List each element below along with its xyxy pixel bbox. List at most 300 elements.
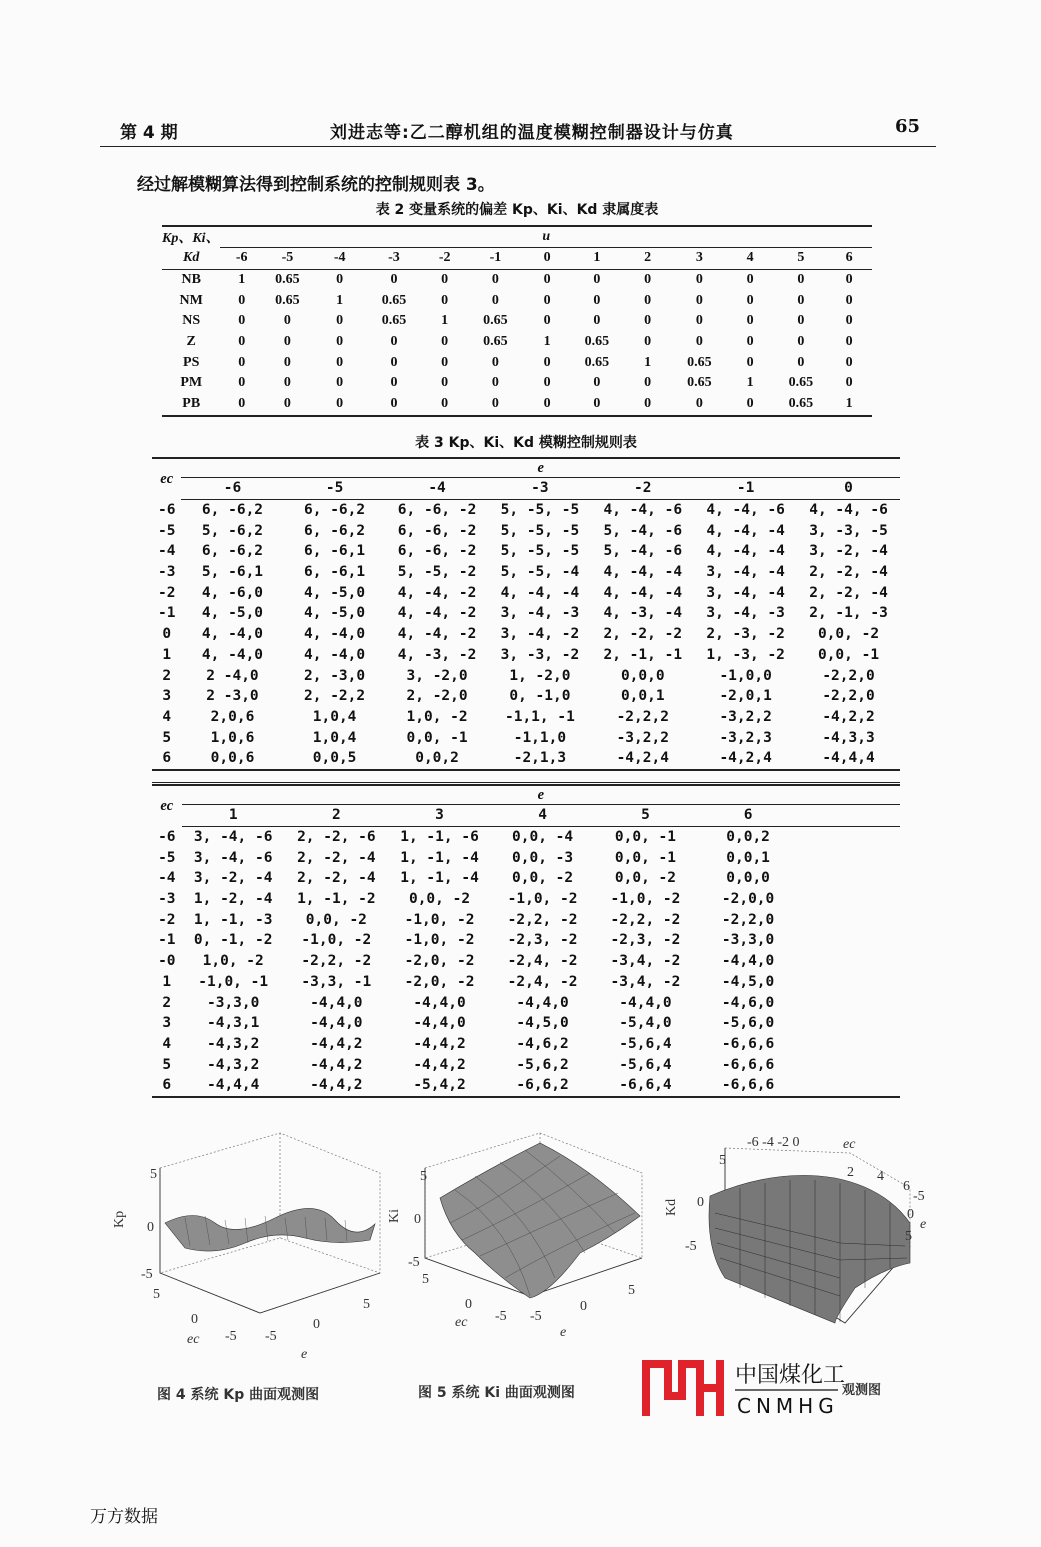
table3-cell: -2,0,0 [721,891,775,908]
table-row [152,951,900,972]
figure5-caption: 图 5 系统 Ki 曲面观测图 [418,1385,575,1401]
table3-cell: -4,4,2 [413,1056,466,1073]
table2-cell: 0 [390,354,398,370]
table3-cell: -3,2,2 [719,708,772,725]
table3-empty-cell [799,972,900,993]
table3-row-label: -6 [157,501,176,518]
fig5-tick-zm5: -5 [408,1255,420,1270]
table3-cell: -2,0,1 [719,688,772,705]
table2-col-header: 2 [621,248,674,270]
table3-cell: 3, -4, -3 [706,605,785,622]
table3-cell: 5, -6,2 [201,522,264,539]
table3-empty-cell [799,1013,900,1034]
table2-corner-top: Kp、Ki、 [162,226,220,248]
table3-cell: -4,4,2 [310,1056,363,1073]
table3-cell: -2,2, -2 [301,953,372,970]
table3-row-label: 0 [162,626,172,643]
table-row [152,582,900,603]
table3-cell: -4,4,2 [413,1035,466,1052]
table3-empty-cell [799,826,900,847]
table2-col-header: 6 [826,248,872,270]
table3-cell: 6, -6,2 [201,543,264,560]
table2-col-header: 4 [725,248,776,270]
table-row [152,847,900,868]
table3-cell: 4, -4, -6 [603,502,683,519]
table-row [152,1013,900,1034]
table2-cell: 0 [283,334,291,350]
table-row [152,665,900,686]
table3-cell: -4,4,0 [413,994,466,1011]
fig4-tick-ecm5: -5 [225,1329,237,1344]
table3-row-label: -0 [158,953,176,970]
table3-cell: 1, -3, -2 [706,646,785,663]
table3-cell: 1,0, -2 [202,953,264,970]
table-row [152,520,900,541]
table2-group-label: u [220,226,872,248]
table3-cell: 6, -6,1 [304,564,366,581]
table2-cell: 0 [441,334,449,350]
table2-cell: 0 [312,394,368,416]
table2-cell: 0 [336,272,344,288]
table3-cell: 1, -1, -4 [400,870,479,887]
table2-cell: 0 [746,334,754,350]
table3-cell: 4, -3, -2 [397,646,477,663]
table3-cell: 3, -4, -2 [500,626,580,643]
table-row [152,645,900,666]
table2-cell: 0.65 [584,354,610,370]
table2-cell: 0 [695,292,703,308]
table3-cell: 1,0,6 [210,729,255,746]
table3-cell: 0,0,1 [726,849,770,866]
table3-cell: -4,6,0 [721,994,775,1011]
table3-cell: -2,3, -2 [507,932,578,949]
table3-cell: 4, -5,0 [304,605,366,622]
table3-cell: 2 -4,0 [206,667,259,684]
table3-cell: 6, -6, -2 [397,502,477,519]
fig4-tick-ec0: 0 [191,1312,198,1327]
table3-row-label: 2 [162,667,172,684]
table3-cell: -2,0, -2 [404,953,475,970]
table3-cell: -1,1, -1 [504,708,575,725]
table3-row-label: 5 [162,729,172,746]
table3-cell: 2, -3,0 [304,667,366,684]
table3-cell: -4,4,2 [310,1035,363,1052]
table2-cell: 0.65 [381,313,407,329]
table3-cell: 6, -6,2 [201,502,264,519]
table3-row-label: 4 [162,708,172,725]
fig4-tick-z5: 5 [150,1167,157,1182]
table2-col-header: -4 [312,248,368,270]
table2-cell: 0 [746,313,754,329]
table2-cell: 0 [845,292,853,308]
table3-cell: -3,3,0 [206,994,260,1011]
table3-row-label: -4 [158,870,176,887]
table3-cell: 3, -4, -4 [706,584,785,601]
table2-caption: 表 2 变量系统的偏差 Kp、Ki、Kd 隶属度表 [375,202,659,218]
table2-cell: 0 [797,334,805,350]
table2-cell: 0 [441,292,449,308]
table-row [152,541,900,562]
table3-cell: 0,0,0 [620,667,665,684]
table2-cell: 0.65 [775,394,826,416]
table3-row-label: -3 [158,891,176,908]
table2-cell: 0 [390,334,398,350]
table2-cell: 0 [746,292,754,308]
table2-cell: 0 [797,313,805,329]
table3-cell: 3, -4, -6 [193,849,273,866]
table2-cell: 0 [797,354,805,370]
table3-cell: 3, -4, -6 [193,829,273,846]
table2-cell: 0 [543,313,551,329]
table3-cell: 2, -2, -4 [809,564,888,581]
table2-cell: 0 [543,354,551,370]
table3-cell: -3,2,2 [616,729,669,746]
table3-col-header: 6 [697,805,799,827]
table2-cell: 0 [238,334,246,350]
table-row [152,748,900,770]
table-row [152,930,900,951]
table-row [162,394,872,416]
table3-group-row [152,458,900,478]
fig6-tick-4: 4 [877,1169,884,1184]
table2-cell: 0 [845,272,853,288]
table2-row-label: NB [181,272,201,288]
table-row [162,269,872,290]
table2-cell: 0 [695,313,703,329]
table3-cell: -4,4,0 [721,953,775,970]
table2-col-header: 1 [573,248,622,270]
fig5-tick-em5: -5 [530,1309,542,1324]
table3-row-label: -5 [157,522,176,539]
table3-cell: -2,4, -2 [507,953,578,970]
table3-caption: 表 3 Kp、Ki、Kd 模糊控制规则表 [415,435,637,451]
fig6-zlabel: Kd [664,1198,679,1216]
table-row [152,826,900,847]
table3-cell: -5,4,0 [619,1015,672,1032]
table2-row-label: Z [186,334,196,350]
table3-cell: -3,3,0 [721,932,775,949]
table2-cell: 0 [644,292,652,308]
table-row [152,909,900,930]
table2-cell: 1 [238,272,246,288]
table3-cell: 4, -4,0 [304,626,366,643]
table3-cell: 4, -5,0 [201,605,264,622]
table3-cell: 0,0,2 [726,829,770,846]
table2-cell: 0 [797,292,805,308]
table3-row-header: ec [152,785,182,826]
table-row [152,889,900,910]
table-row [152,1075,900,1097]
table3-col-header: -3 [488,478,591,500]
table2-cell: 0 [674,394,725,416]
table3-part1 [152,457,900,771]
table3-row-label: 6 [152,748,181,770]
table3-empty-cell [799,992,900,1013]
table3-cell: -2,2,2 [616,708,669,725]
table3-group-label: e [182,785,900,805]
fig5-tick-e5: 5 [628,1283,635,1298]
fig4-tick-z0: 0 [147,1220,154,1235]
table3-row-label: 2 [162,994,172,1011]
table3-col-header: -5 [284,478,386,500]
table3-col-header: 2 [285,805,388,827]
table3-cell: 2, -1, -1 [603,646,683,663]
table3-cell: 2, -2, -4 [297,849,376,866]
table3-cell: -5,6,0 [721,1015,775,1032]
figure4-caption: 图 4 系统 Kp 曲面观测图 [157,1387,320,1403]
table2-cell: 0 [543,292,551,308]
table-row [162,352,872,373]
table2-cell: 0 [845,334,853,350]
table3-cell: 0,0, -1 [817,646,880,663]
table3-cell: -2,3, -2 [610,932,681,949]
table3-cell: -4,3,1 [206,1015,260,1032]
table3-cell: 5, -5, -2 [397,564,477,581]
table3-cell: 4, -4, -4 [706,543,785,560]
table2-cell: 0 [593,292,601,308]
table2-cell: 0 [746,354,754,370]
table2-cell: 0 [746,272,754,288]
table3-row-label: -2 [158,911,176,928]
table2-row-label: NM [179,292,203,308]
table3-empty-cell [799,847,900,868]
table3-cell: -2,2, -2 [610,911,681,928]
table3-cell: 0,0, -4 [512,829,574,846]
table2-header-row [162,248,872,270]
fig5-tick-ecm5: -5 [495,1309,507,1324]
table3-cell: 0, -1,0 [509,688,571,705]
table3-cell: -1,0, -2 [507,891,578,908]
table3-row-label: -1 [158,932,176,949]
table3-cell: 2 -3,0 [206,688,259,705]
page-number: 65 [894,116,920,137]
table2-cell: 0 [491,375,499,391]
table2-cell: 0 [491,354,499,370]
cnmhg-watermark [640,1356,910,1422]
table-row [152,972,900,993]
table3-cell: 4, -5,0 [304,584,366,601]
table2-cell: 0 [283,313,291,329]
table2-row-label: PM [180,375,203,391]
table3-cell: 6, -6,2 [304,522,366,539]
table3-cell: -4,5,0 [721,973,775,990]
table3-cell: 0,0,2 [386,748,489,770]
table-row [152,603,900,624]
fig4-tick-ec5: 5 [153,1287,160,1302]
table3-row-label: -3 [157,564,176,581]
table2-cell: 0 [390,272,398,288]
table3-cell: 4, -3, -4 [603,605,683,622]
table2-cell: 0 [845,313,853,329]
fig6-tick-e5: 5 [905,1229,912,1244]
table3-empty-cell [799,909,900,930]
table3-empty-cell [799,930,900,951]
fig5-tick-ec0: 0 [465,1297,472,1312]
table-double-rule [152,782,900,783]
table2-cell: 0 [644,313,652,329]
table3-empty-cell [799,868,900,889]
table3-cell: 5, -5, -5 [500,522,580,539]
table2-cell: 0 [238,313,246,329]
table2-row-label: PB [162,394,220,416]
table3-col-header: -1 [694,478,797,500]
table3-cell: -1,0,0 [719,667,772,684]
table-row [152,624,900,645]
table2-cell: 0 [368,394,421,416]
table3-cell: 2, -2,0 [406,688,468,705]
table3-cell: 4, -4, -2 [397,605,477,622]
table-row [152,727,900,748]
table-row [152,686,900,707]
table2-cell: 0 [543,375,551,391]
table3-cell: 1, -1, -4 [400,849,479,866]
table3-row-label: 3 [162,688,172,705]
table3-cell: 2, -1, -3 [809,605,888,622]
table3-col-header: 0 [797,478,900,500]
table3-cell: -1,0, -2 [404,932,475,949]
table3-cell: 2, -2,2 [304,688,366,705]
intro-paragraph: 经过解模糊算法得到控制系统的控制规则表 3。 [137,175,495,195]
table3-cell: 3, -3, -5 [809,522,888,539]
figure6-kd-surface [655,1128,935,1328]
table3-group-label: e [181,458,900,478]
watermark-en-text: CNMHG [737,1394,839,1418]
table3-cell: -4,4,0 [516,994,569,1011]
fig5-tick-z0: 0 [414,1212,421,1227]
table3-cell: -4,4,0 [413,1015,466,1032]
table2-cell: 0 [644,334,652,350]
table3-cell: 5, -6,1 [201,564,264,581]
table2-cell: 0.65 [687,375,712,391]
table3-cell: 6, -6,2 [304,502,366,519]
table3-cell: -1,0, -2 [610,891,681,908]
fig4-zlabel: Kp [112,1210,127,1228]
table2-cell: 0.65 [483,334,508,350]
cnmhg-logo-icon [640,1356,910,1418]
footer-source: 万方数据 [90,1507,158,1527]
table2-col-header: -5 [263,248,312,270]
table3-cell: 6, -6,1 [304,543,366,560]
table2-col-header: 3 [674,248,725,270]
table3-cell: -5,6,4 [619,1035,672,1052]
table3-cell: -2,4, -2 [507,973,578,990]
table2-cell: 1 [441,313,449,329]
fig5-tick-e0: 0 [580,1299,587,1314]
table3-cell: -2,1,3 [488,748,591,770]
table3-cell: 6, -6, -2 [397,522,477,539]
table3-cell: 1, -1, -6 [400,829,479,846]
table3-row-header: ec [152,458,181,499]
table3-cell: 6, -6, -2 [397,543,477,560]
table3-cell: -1,1,0 [513,729,567,746]
fig4-tick-zm5: -5 [141,1267,153,1282]
table3-cell: 0,0,0 [726,870,770,887]
table3-cell: 1, -2,0 [509,667,571,684]
table2-cell: 0 [695,272,703,288]
table3-row-label: -6 [158,828,176,845]
table3-cell: -3,4, -2 [610,973,681,990]
table3-cell: 4, -6,0 [201,584,264,601]
table2-cell: 0 [593,272,601,288]
table3-cell: -2,2,0 [721,911,775,928]
table3-empty-cell [799,1054,900,1075]
table2-cell: 0 [491,272,499,288]
table2-cell: 0 [441,375,449,391]
table3-cell: 3, -2, -4 [809,543,888,560]
table3-cell: 3, -3, -2 [500,646,580,663]
table3-cell: -6,6,6 [721,1056,775,1073]
table2-row-label: NS [182,313,201,329]
table3-col-header: 1 [182,805,285,827]
table3-cell: -4,3,3 [822,729,875,746]
table3-col-header: -4 [386,478,489,500]
table3-cell: 0,0,5 [284,748,386,770]
table2-cell: 0 [238,354,246,370]
table3-row-label: -1 [157,605,176,622]
table3-cell: 4, -4,0 [201,626,264,643]
table2-cell: 0 [845,375,853,391]
table2-cell: 0.65 [381,292,407,308]
table2-col-header: -2 [420,248,469,270]
table2-cell: 0 [593,313,601,329]
table3-cell: 2, -2, -6 [297,829,376,846]
fig6-tick-6: 6 [903,1179,910,1194]
table3-cell: 4, -4, -2 [397,584,477,601]
table-row [152,562,900,583]
table3-cell: 4, -4,0 [201,646,264,663]
table-row [152,992,900,1013]
table2-cell: 0.65 [275,272,300,288]
table3-cell: 5, -5, -4 [500,564,580,581]
table3-col-header: 4 [491,805,594,827]
table3-cell: 0,0, -2 [614,870,677,887]
table3-cell: 1, -1, -3 [193,911,273,928]
table3-cell: 3, -2, -4 [193,870,273,887]
table3-cell: -4,4,0 [619,994,672,1011]
table3-cell: -2,0, -2 [404,973,475,990]
table-row [162,332,872,353]
table2-cell: 1 [336,292,344,308]
table3-cell: 5, -4, -6 [603,522,683,539]
table2-cell: 0.65 [788,375,814,391]
header-rule [100,146,936,147]
table2-membership [162,225,872,417]
table2-cell: 0 [336,334,344,350]
table3-cell: -4,2,2 [822,708,875,725]
table2-cell: 0 [644,272,652,288]
table3-cell: -3,2,3 [719,729,772,746]
table3-col-header: -6 [181,478,283,500]
table3-cell: 4, -4,0 [304,646,366,663]
table3-cell: 0,0, -2 [408,891,471,908]
table2-cell: 0 [220,394,263,416]
table3-cell: -4,3,2 [206,1056,260,1073]
table3-cell: -3,3, -1 [301,973,372,990]
table2-cell: 0 [336,375,344,391]
table2-cell: 0 [238,375,246,391]
table2-cell: 0 [441,354,449,370]
table2-cell: 0 [283,375,291,391]
table2-group-row [162,226,872,248]
table3-cell: -5,4,2 [388,1075,491,1097]
table2-cell: 0 [543,272,551,288]
table3-empty-cell [799,889,900,910]
table3-cell: 4, -4, -4 [500,584,580,601]
table3-row-label: -2 [157,584,176,601]
table3-cell: 4, -4, -4 [603,564,683,581]
table2-cell: 1 [746,375,754,391]
table3-cell: -6,6,4 [594,1075,697,1097]
